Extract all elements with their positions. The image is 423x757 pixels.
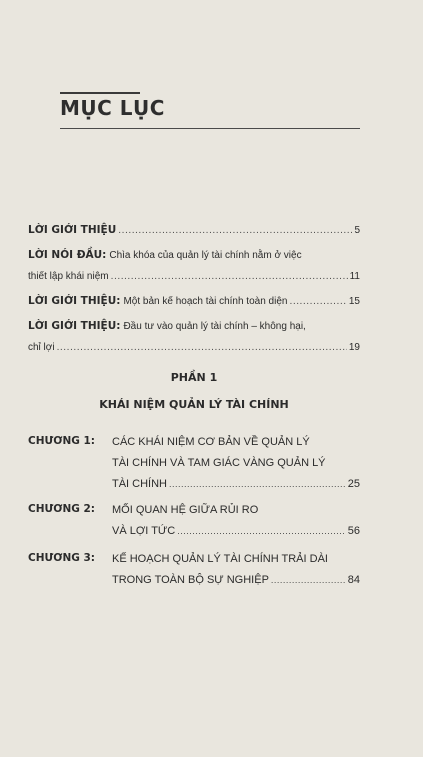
toc-entry-text: chỉ lợi (28, 342, 55, 353)
chapter-title-line: TÀI CHÍNH VÀ TAM GIÁC VÀNG QUẢN LÝ (112, 457, 326, 469)
chapter-title-line: VÀ LỢI TỨC (112, 525, 176, 537)
toc-entry-label: LỜI GIỚI THIỆU: (28, 320, 121, 332)
chapter-title-line: TRONG TOÀN BỘ SỰ NGHIỆP (112, 574, 269, 586)
chapter-page: 84 (347, 574, 360, 586)
top-decorative-rule (60, 92, 140, 94)
toc-entry-label: LỜI NÓI ĐẦU: (28, 249, 107, 261)
chapter-title-line: TÀI CHÍNH (112, 478, 167, 490)
leader-dots (111, 271, 348, 283)
chapter-label: CHƯƠNG 3: (28, 552, 96, 564)
chapter-page: 56 (347, 525, 360, 537)
toc-chapter-1[interactable] (28, 432, 360, 492)
chapter-title-line: KẾ HOẠCH QUẢN LÝ TÀI CHÍNH TRẢI DÀI (112, 553, 328, 565)
leader-dots (169, 474, 346, 495)
toc-entry-financial-plan[interactable] (28, 295, 360, 308)
chapter-title-line: CÁC KHÁI NIỆM CƠ BẢN VỀ QUẢN LÝ (112, 436, 310, 448)
toc-entry-page: 15 (348, 296, 360, 307)
toc-entry-page: 19 (348, 342, 360, 353)
toc-entry-text: thiết lập khái niệm (28, 271, 109, 282)
toc-entry-label: LỜI GIỚI THIỆU: (28, 295, 121, 307)
toc-entry-text: Một bản kế hoạch tài chính toàn diện (123, 296, 288, 307)
chapter-title-line: MỐI QUAN HỆ GIỮA RỦI RO (112, 504, 259, 516)
page-title: MỤC LỤC (60, 96, 165, 120)
toc-entry-foreword[interactable] (28, 249, 360, 283)
chapter-label: CHƯƠNG 1: (28, 435, 96, 447)
chapter-label: CHƯƠNG 2: (28, 503, 96, 515)
leader-dots (271, 570, 346, 591)
toc-entry-text: Chìa khóa của quản lý tài chính nằm ở việc (109, 250, 302, 261)
chapter-page: 25 (347, 478, 360, 490)
title-underline (60, 128, 360, 129)
toc-entry-page: 11 (349, 271, 360, 282)
leader-dots (177, 521, 346, 542)
leader-dots (118, 225, 352, 237)
toc-entry-page: 5 (354, 225, 360, 236)
toc-entry-invest[interactable] (28, 320, 360, 354)
leader-dots (289, 296, 346, 308)
leader-dots (57, 342, 347, 354)
part-subtitle: KHÁI NIỆM QUẢN LÝ TÀI CHÍNH (99, 398, 289, 411)
toc-entry-label: LỜI GIỚI THIỆU (28, 224, 117, 236)
toc-chapter-2[interactable] (28, 500, 360, 544)
toc-entry-text: Đầu tư vào quản lý tài chính – không hại, (123, 321, 306, 332)
toc-entry-introduction[interactable] (28, 224, 360, 237)
toc-chapter-3[interactable] (28, 549, 360, 593)
part-title: PHẦN 1 (170, 371, 218, 384)
